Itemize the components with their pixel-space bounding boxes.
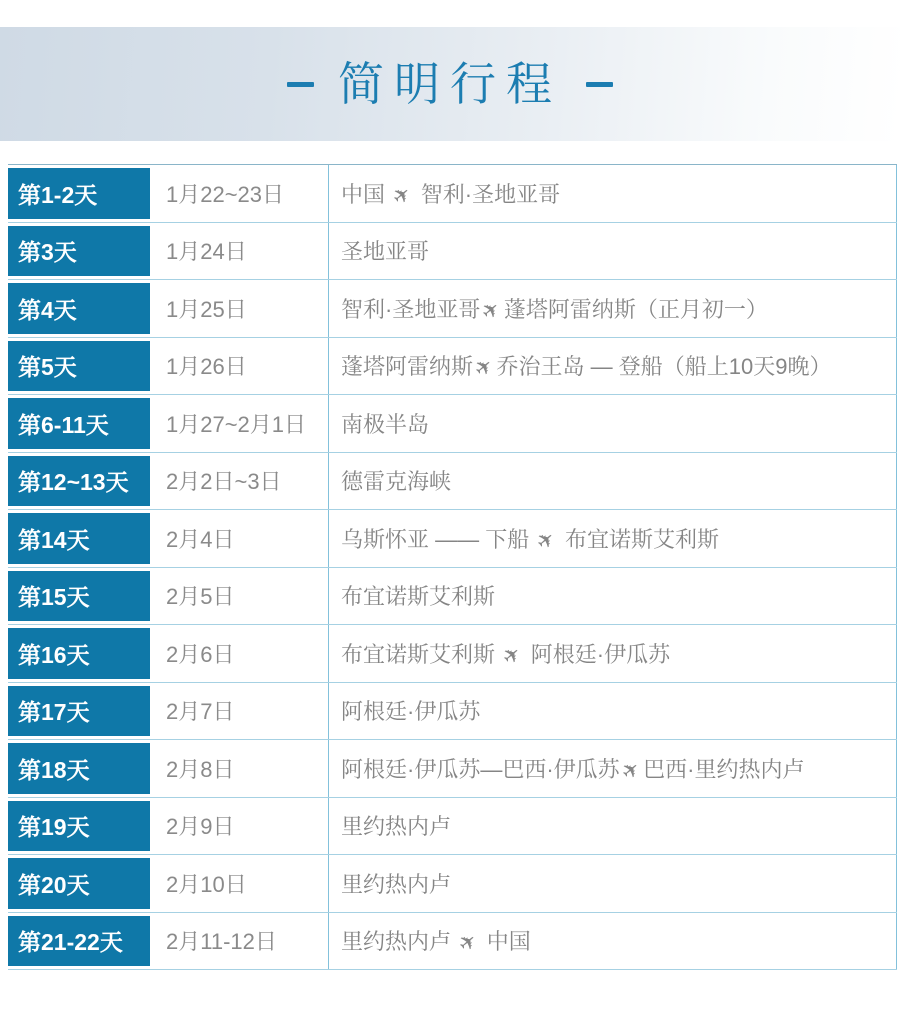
date-cell (156, 338, 328, 395)
table-row (8, 798, 897, 856)
date-cell (156, 625, 328, 682)
date-cell (156, 568, 328, 625)
route-label: 乌斯怀亚 —— 下船 ✈ 布宜诺斯艾利斯 (341, 526, 719, 555)
date-label: 2月8日 (166, 756, 235, 782)
date-cell (156, 683, 328, 740)
header-banner (0, 27, 900, 141)
date-cell (156, 453, 328, 510)
day-cell (8, 858, 150, 909)
day-cell (8, 743, 150, 794)
airplane-icon: ✈ (498, 641, 527, 670)
table-row (8, 338, 897, 396)
airplane-icon: ✈ (454, 928, 483, 958)
table-row (8, 453, 897, 511)
day-label: 第16天 (18, 641, 90, 668)
route-cell (328, 625, 897, 682)
route-cell (328, 223, 897, 280)
airplane-icon: ✈ (477, 296, 506, 325)
route-label: 南极半岛 (341, 411, 430, 437)
date-label: 1月27~2月1日 (166, 411, 307, 437)
route-cell (328, 740, 897, 797)
airplane-icon: ✈ (616, 756, 645, 785)
route-cell (328, 683, 897, 740)
airplane-icon: ✈ (388, 181, 417, 210)
date-label: 1月26日 (166, 354, 247, 380)
day-label: 第18天 (18, 756, 90, 783)
route-cell (328, 280, 897, 337)
table-row (8, 855, 897, 913)
date-label: 2月6日 (166, 641, 235, 667)
route-label: 智利·圣地亚哥✈蓬塔阿雷纳斯（正月初一） (341, 296, 768, 325)
date-label: 2月10日 (166, 871, 247, 897)
route-label: 里约热内卢 (341, 814, 452, 840)
route-label: 阿根廷·伊瓜苏 (341, 699, 481, 725)
table-row (8, 683, 897, 741)
table-row (8, 395, 897, 453)
table-row (8, 740, 897, 798)
title-dash-right-icon (586, 82, 613, 87)
day-label: 第5天 (18, 354, 77, 381)
date-cell (156, 740, 328, 797)
day-cell (8, 571, 150, 622)
date-cell (156, 510, 328, 567)
route-label: 布宜诺斯艾利斯 ✈ 阿根廷·伊瓜苏 (341, 641, 671, 670)
route-label: 中国 ✈ 智利·圣地亚哥 (341, 181, 561, 210)
date-label: 2月5日 (166, 584, 235, 610)
itinerary-table (8, 164, 897, 970)
day-label: 第1-2天 (18, 181, 98, 208)
table-row (8, 223, 897, 281)
date-label: 2月2日~3日 (166, 469, 282, 495)
day-cell (8, 628, 150, 679)
route-label: 里约热内卢 ✈ 中国 (341, 928, 531, 958)
date-cell (156, 165, 328, 222)
day-cell (8, 456, 150, 507)
table-row (8, 165, 897, 223)
route-label: 圣地亚哥 (341, 239, 430, 265)
route-cell (328, 798, 897, 855)
route-cell (328, 913, 897, 970)
date-cell (156, 223, 328, 280)
day-label: 第20天 (18, 871, 90, 898)
day-label: 第14天 (18, 526, 90, 553)
day-label: 第4天 (18, 296, 77, 323)
table-row (8, 568, 897, 626)
day-cell (8, 801, 150, 852)
date-cell (156, 855, 328, 912)
table-row (8, 510, 897, 568)
day-label: 第6-11天 (18, 411, 109, 438)
table-row (8, 280, 897, 338)
table-row (8, 913, 897, 971)
table-row (8, 625, 897, 683)
route-cell (328, 510, 897, 567)
day-cell (8, 168, 150, 219)
date-cell (156, 395, 328, 452)
route-label: 蓬塔阿雷纳斯✈乔治王岛 — 登船（船上10天9晚） (341, 353, 832, 383)
route-cell (328, 453, 897, 510)
route-cell (328, 395, 897, 452)
date-label: 1月24日 (166, 239, 247, 265)
day-label: 第3天 (18, 239, 77, 266)
route-label: 德雷克海峡 (341, 469, 452, 495)
date-label: 2月4日 (166, 526, 235, 552)
route-cell (328, 568, 897, 625)
route-label: 阿根廷·伊瓜苏—巴西·伊瓜苏✈巴西·里约热内卢 (341, 756, 805, 785)
route-cell (328, 165, 897, 222)
day-label: 第21-22天 (18, 929, 123, 956)
date-cell (156, 280, 328, 337)
route-label: 布宜诺斯艾利斯 (341, 584, 496, 610)
date-label: 2月9日 (166, 814, 235, 840)
day-cell (8, 226, 150, 277)
airplane-icon: ✈ (470, 353, 499, 383)
day-cell (8, 283, 150, 334)
date-cell (156, 798, 328, 855)
page-title: 简明行程 (338, 58, 562, 110)
day-label: 第17天 (18, 699, 90, 726)
day-cell (8, 341, 150, 392)
day-cell (8, 398, 150, 449)
date-label: 1月22~23日 (166, 181, 285, 207)
day-cell (8, 916, 150, 967)
date-label: 2月7日 (166, 699, 235, 725)
date-label: 1月25日 (166, 296, 247, 322)
route-label: 里约热内卢 (341, 871, 452, 897)
day-cell (8, 686, 150, 737)
day-label: 第12~13天 (18, 469, 129, 496)
title-dash-left-icon (287, 82, 314, 87)
day-cell (8, 513, 150, 564)
date-cell (156, 913, 328, 970)
airplane-icon: ✈ (532, 526, 561, 555)
day-label: 第19天 (18, 814, 90, 841)
route-cell (328, 338, 897, 395)
date-label: 2月11-12日 (166, 929, 277, 955)
day-label: 第15天 (18, 584, 90, 611)
title-block (287, 58, 613, 110)
route-cell (328, 855, 897, 912)
